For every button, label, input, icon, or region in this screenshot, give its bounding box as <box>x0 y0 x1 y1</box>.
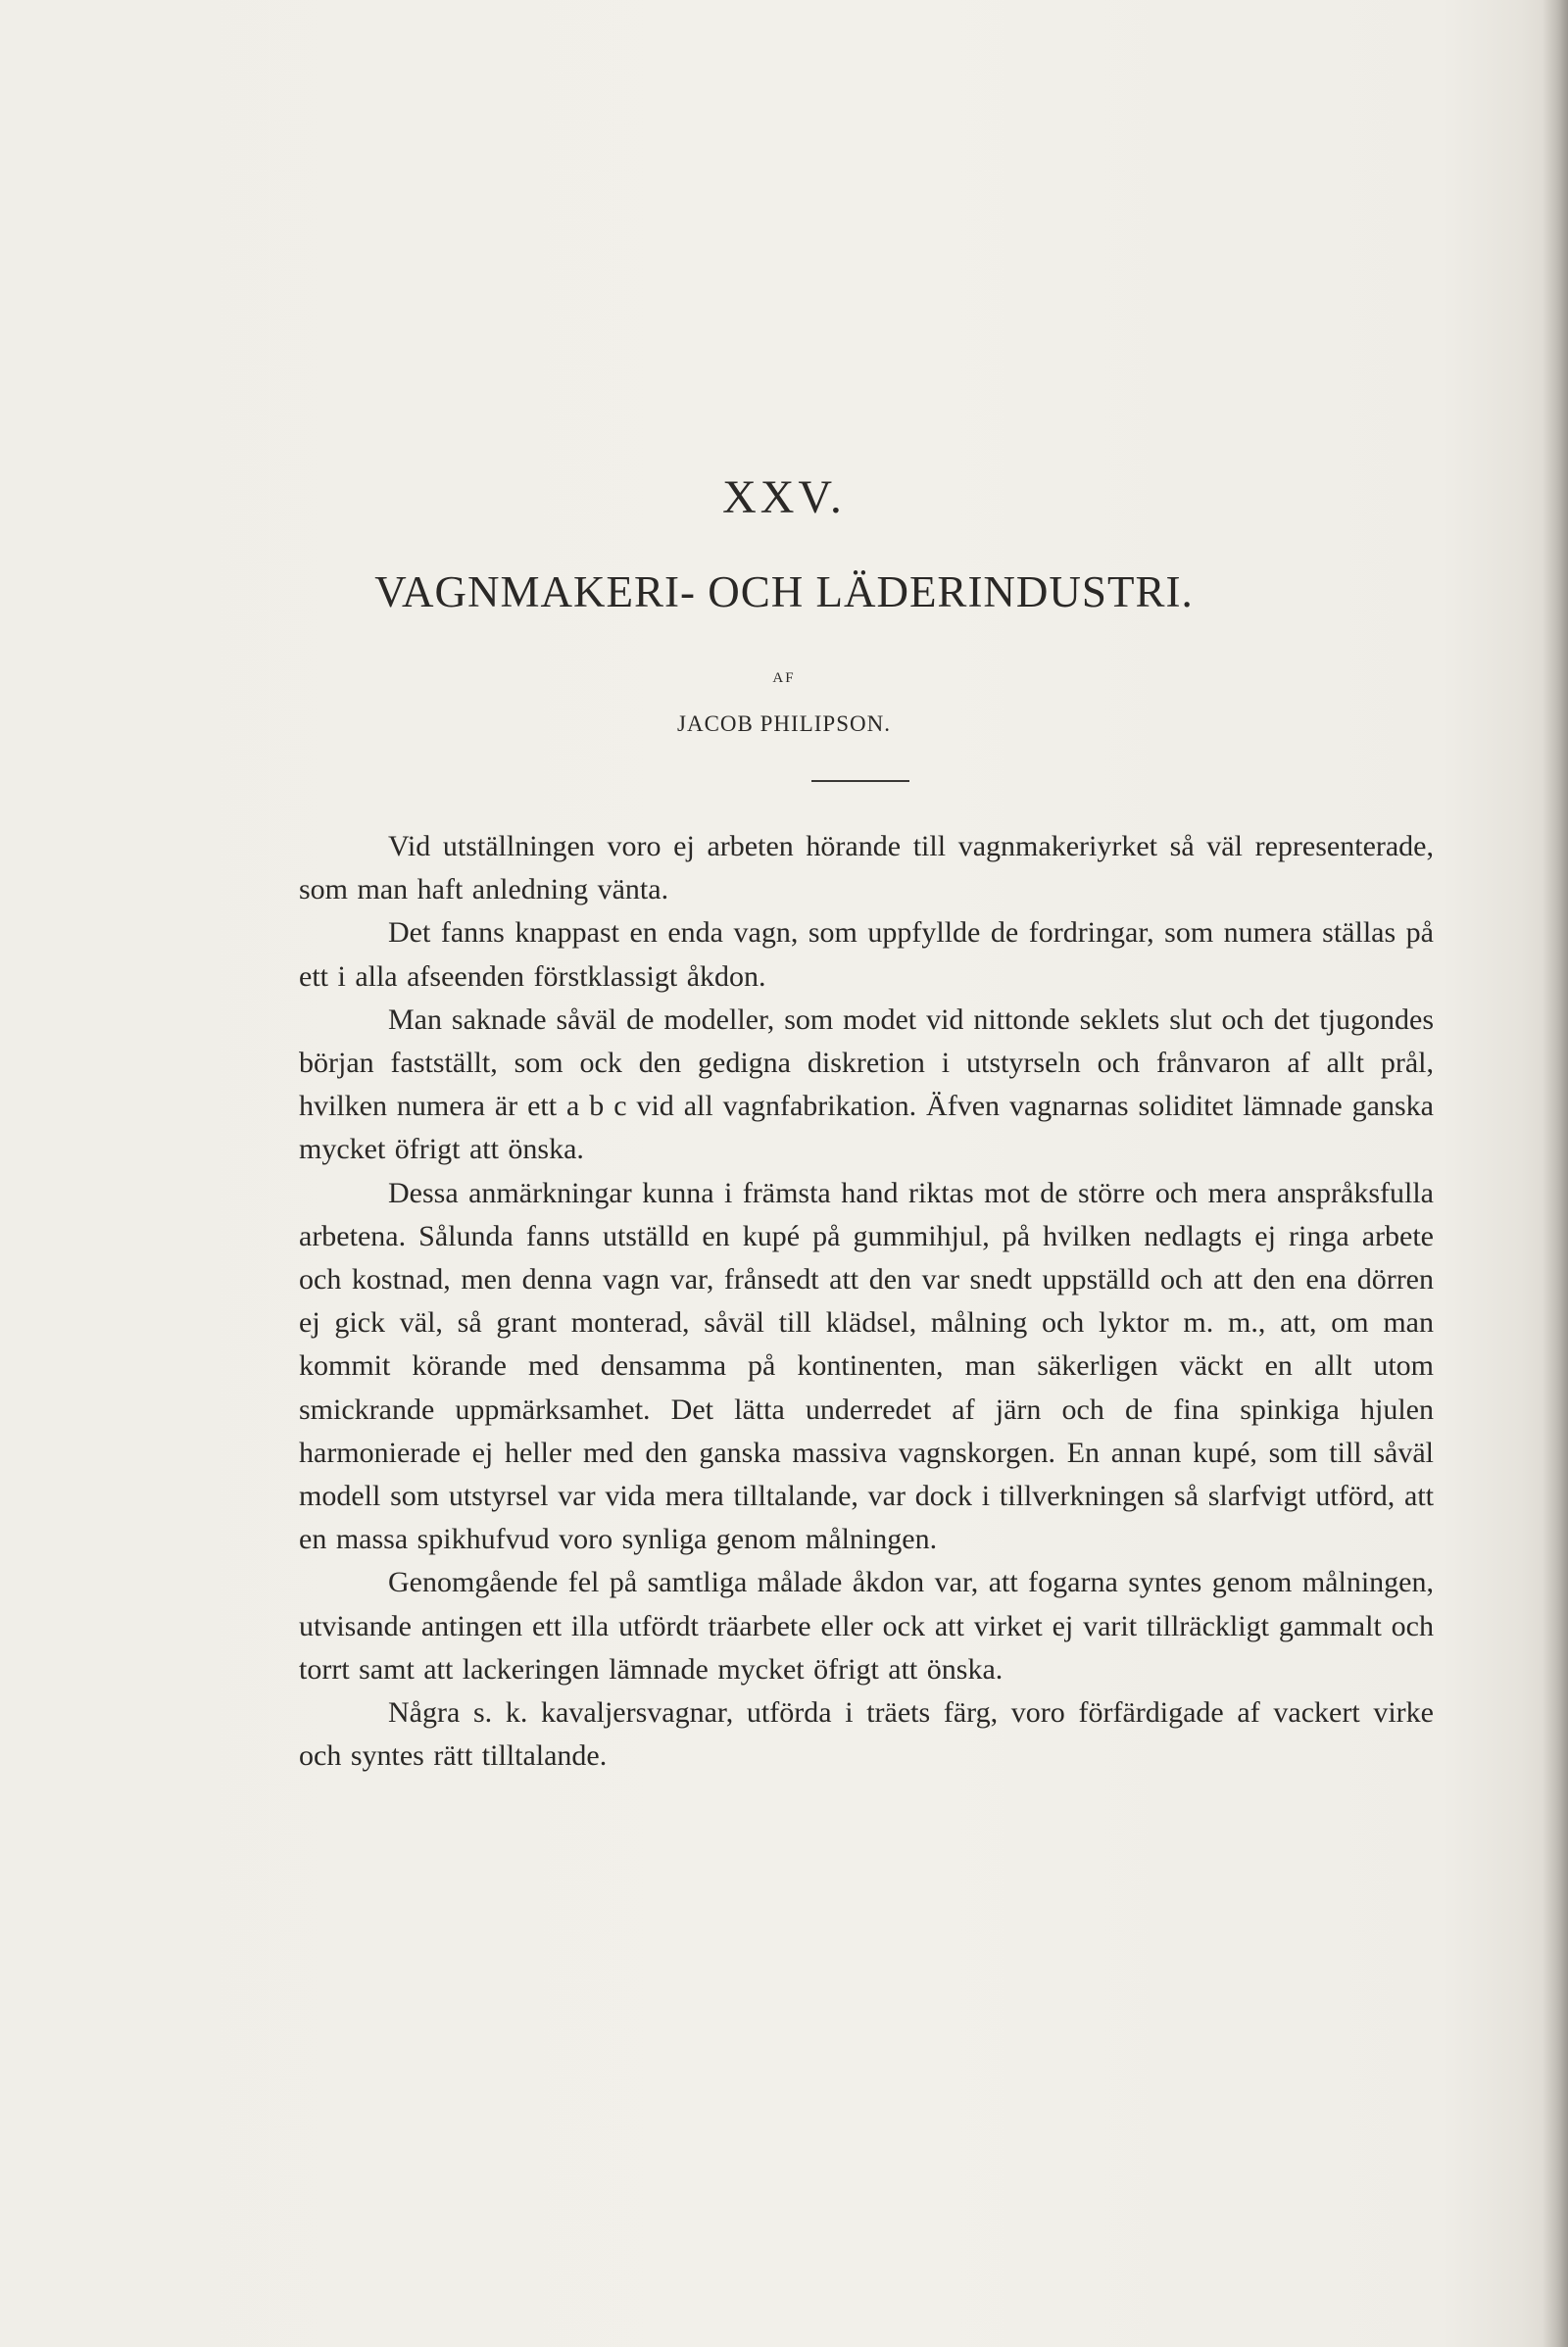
byline-prefix: AF <box>772 670 796 686</box>
paragraph: Det fanns knappast en enda vagn, som uppfyllde de fordringar, som numera ställas på ett i alla afseenden förstklassigt åkdon. <box>299 916 1434 993</box>
paragraph: Några s. k. kavaljersvagnar, utförda i träets färg, voro förfärdigade af vackert virke och syntes rätt tilltalande. <box>299 1696 1434 1773</box>
chapter-number: XXV. <box>722 471 846 523</box>
paragraph: Vid utställningen voro ej arbeten hörande till vagnmakeriyrket så väl representerade, som man haft anledning vänta. <box>299 830 1434 906</box>
author-name: JACOB PHILIPSON. <box>677 711 891 736</box>
title-divider <box>811 780 909 782</box>
body-text <box>299 825 1434 1778</box>
paragraph: Genomgående fel på samtliga målade åkdon var, att fogarna syntes genom målningen, utvisande antingen ett illa utfördt träarbete eller ock att virket ej varit tillräckligt gammalt och torrt samt att lackeringen lämnade mycket öfrigt att önska. <box>299 1566 1434 1686</box>
chapter-title: VAGNMAKERI- OCH LÄDERINDUSTRI. <box>374 567 1194 616</box>
paragraph: Man saknade såväl de modeller, som modet vid nittonde seklets slut och det tjugondes början fastställt, som ock den gedigna diskretion i utstyrseln och frånvaron af allt prål, hvilken numera är ett a b c vid all vagnfabrikation. Äfven vagnarnas soliditet lämnade ganska mycket öfrigt att önska. <box>299 1002 1434 1166</box>
paragraph: Dessa anmärkningar kunna i främsta hand riktas mot de större och mera anspråksfulla arbetena. Sålunda fanns utställd en kupé på gummihjul, på hvilken nedlagts ej ringa arbete och kostnad, men denna vagn var, frånsedt att den var snedt uppställd och att den ena dörren ej gick väl, så grant monterad, såväl till klädsel, målning och lyktor m. m., att, om man kommit körande med densamma på kontinenten, man säkerligen väckt en allt utom smickrande uppmärksamhet. Det lätta underredet af järn och de fina spinkiga hjulen harmonierade ej heller med den ganska massiva vagnskorgen. En annan kupé, som till såväl modell som utstyrsel var vida mera tilltalande, var dock i tillverkningen så slarfvigt utförd, att en massa spikhufvud voro synliga genom målningen. <box>299 1176 1434 1556</box>
page-edge-shadow <box>1543 0 1568 2347</box>
